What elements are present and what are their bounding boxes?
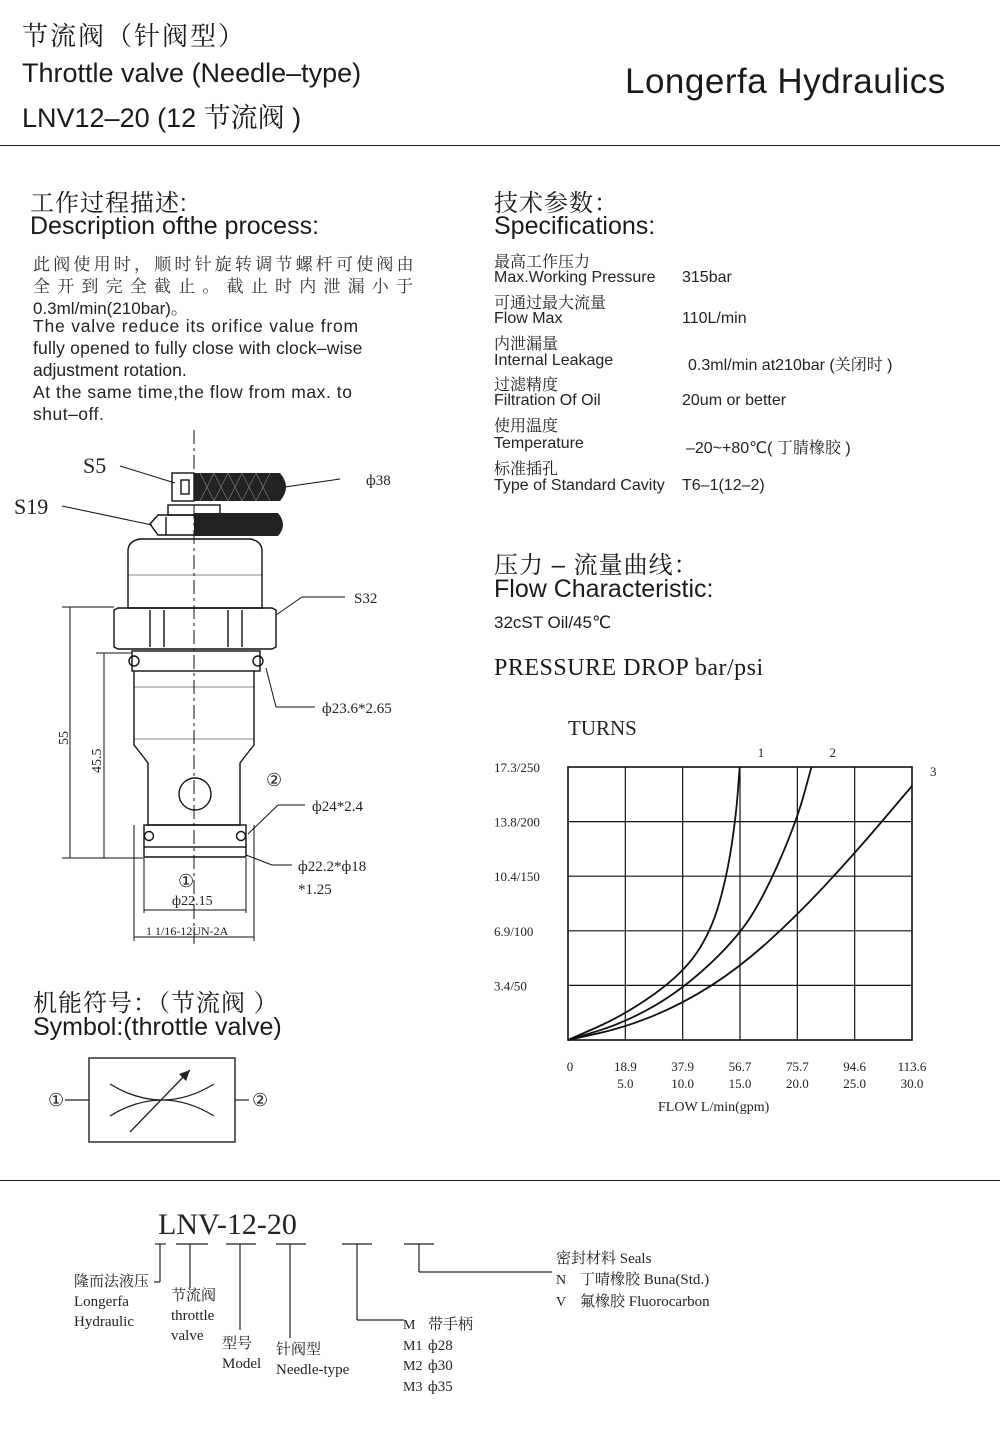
label-port1: ① (178, 871, 195, 891)
title-cn: 节流阀（针阀型） (22, 21, 247, 51)
spec-value: 0.3ml/min at210bar (关闭时 ) (688, 357, 893, 374)
spec-label-en: Max.Working Pressure (494, 269, 656, 286)
handle-code: M2 (403, 1359, 423, 1374)
description-line: The valve reduce its orifice value from (33, 316, 359, 336)
x-tick-label-lpm: 18.9 (613, 1059, 637, 1074)
x-tick-label-lpm: 113.6 (897, 1059, 927, 1074)
handle-code: M1 (403, 1339, 423, 1354)
description-line: At the same time,the flow from max. to (33, 382, 353, 402)
order-model-cn: 型号 (222, 1336, 253, 1352)
throttle-symbol (40, 1050, 290, 1150)
chart-series (568, 745, 937, 1040)
order-brand-cn: 隆而法液压 (74, 1274, 150, 1290)
description-heading-cn: 工作过程描述: (30, 190, 188, 217)
y-tick-label: 3.4/50 (494, 978, 527, 994)
spec-label-en: Temperature (494, 435, 584, 452)
label-seal2: ф24*2.4 (312, 799, 363, 815)
handle-code: M (403, 1318, 416, 1333)
symbol-heading-en: Symbol:(throttle valve) (33, 1013, 282, 1041)
flow-heading-cn: 压力 – 流量曲线： (494, 552, 699, 579)
x-tick-label-gpm: 15.0 (728, 1076, 752, 1091)
seal-desc: 丁晴橡胶 Buna(Std.) (580, 1272, 710, 1288)
title-en: Throttle valve (Needle–type) (22, 58, 362, 88)
y-tick-label: 17.3/250 (494, 760, 540, 775)
symbol-heading-cn: 机能符号：（节流阀 ） (33, 990, 279, 1017)
label-dim55: 55 (57, 731, 72, 745)
description-heading-en: Description ofthe process: (30, 212, 320, 240)
valve-body (128, 539, 262, 608)
seal-code: V (556, 1295, 567, 1310)
flow-heading-en: Flow Characteristic: (494, 575, 714, 603)
label-s19: S19 (14, 494, 49, 519)
flow-chart (480, 705, 980, 1125)
curve-label: 1 (757, 745, 765, 760)
order-model-en: Model (222, 1356, 262, 1372)
order-brand-en2: Hydraulic (74, 1314, 134, 1330)
handle-code: M3 (403, 1380, 423, 1395)
description-line: 全开到完全截止。截止时内泄漏小于 (33, 277, 421, 296)
label-seal1: ф23.6*2.65 (322, 701, 392, 717)
seal-options (556, 1271, 710, 1310)
y-tick-label: 6.9/100 (494, 923, 534, 939)
side-port (179, 778, 211, 810)
description-line: adjustment rotation. (33, 360, 187, 380)
flow-curve-turn-1 (568, 767, 740, 1040)
symbol-port1: ① (48, 1090, 65, 1110)
o-ring (253, 656, 263, 666)
handle-desc: ф35 (428, 1379, 453, 1395)
order-brand-en1: Longerfa (74, 1294, 129, 1310)
seal-desc: 氟橡胶 Fluorocarbon (580, 1294, 710, 1310)
label-diameter: ф22.15 (172, 894, 213, 909)
handle-desc: ф28 (428, 1338, 453, 1354)
spec-label-cn: 标准插孔 (494, 461, 559, 478)
spec-value: –20~+80℃( 丁腈橡胶 ) (686, 440, 851, 457)
label-thread: 1 1/16-12UN-2A (146, 924, 229, 938)
spec-label-cn: 最高工作压力 (494, 254, 591, 271)
ordering-code-diagram (0, 1190, 1000, 1420)
order-code: LNV-12-20 (158, 1208, 297, 1241)
description-line: fully opened to fully close with clock–wise (33, 338, 363, 358)
turns-label: TURNS (568, 716, 637, 740)
x-tick-label-lpm: 37.9 (671, 1059, 695, 1074)
spec-label-en: Flow Max (494, 310, 563, 327)
x-axis-label: FLOW L/min(gpm) (658, 1100, 770, 1115)
pressure-drop-title: PRESSURE DROP bar/psi (494, 655, 764, 681)
spec-value: 315bar (682, 269, 732, 286)
order-needle-en: Needle-type (276, 1362, 350, 1378)
handle-options (403, 1316, 473, 1395)
spec-label-en: Internal Leakage (494, 352, 614, 369)
chart-y-ticks (494, 760, 540, 993)
label-seal3b: *1.25 (298, 882, 332, 898)
header-rule (0, 145, 1000, 146)
label-seal3a: ф22.2*ф18 (298, 859, 367, 875)
spec-label-cn: 使用温度 (494, 418, 559, 435)
label-s5: S5 (83, 453, 107, 478)
spec-value: 20um or better (682, 392, 787, 409)
label-s32: S32 (354, 591, 378, 607)
x-tick-label-gpm: 25.0 (843, 1076, 867, 1091)
x-tick-label-lpm: 94.6 (843, 1059, 867, 1074)
order-type-en2: valve (171, 1328, 204, 1344)
brand-name: Longerfa Hydraulics (625, 62, 946, 101)
y-tick-label: 10.4/150 (494, 869, 540, 885)
x-tick-label-gpm: 5.0 (617, 1076, 634, 1091)
spec-label-en: Filtration Of Oil (494, 392, 601, 409)
x-tick-label-lpm: 56.7 (728, 1059, 752, 1074)
spec-heading-cn: 技术参数： (494, 190, 619, 217)
y-tick-label: 13.8/200 (494, 814, 540, 830)
curve-label: 2 (829, 745, 836, 760)
symbol-port2: ② (252, 1090, 269, 1110)
x-tick-label-lpm: 75.7 (785, 1059, 809, 1074)
ordering-rule (0, 1180, 1000, 1181)
spec-label-cn: 过滤精度 (494, 377, 559, 394)
oil-condition: 32cST Oil/45℃ (494, 613, 612, 632)
spec-label-cn: 可通过最大流量 (494, 295, 607, 312)
order-type-en1: throttle (171, 1308, 215, 1324)
x-tick-label-gpm: 10.0 (671, 1076, 695, 1091)
order-type-cn: 节流阀 (171, 1288, 217, 1304)
handle-desc: ф30 (428, 1358, 453, 1374)
spec-heading-en: Specifications: (494, 212, 656, 240)
label-port2: ② (266, 770, 283, 790)
order-needle-cn: 针阀型 (276, 1342, 322, 1358)
description-line: shut–off. (33, 404, 105, 424)
curve-label: 3 (930, 763, 937, 779)
model-line: LNV12–20 (12 节流阀 ) (22, 103, 302, 133)
x-tick-label-gpm: 20.0 (785, 1076, 809, 1091)
seals-title: 密封材料 Seals (556, 1251, 652, 1267)
chart-grid (568, 767, 912, 1040)
seal-code: N (556, 1273, 567, 1288)
spec-value: T6–1(12–2) (682, 477, 765, 494)
handle-desc: 带手柄 (428, 1317, 474, 1333)
chart-x-ticks (567, 1059, 927, 1091)
x-tick-label-lpm: 0 (566, 1059, 574, 1074)
label-d38: ф38 (366, 473, 391, 489)
adjust-screw (172, 473, 194, 501)
spec-label-cn: 内泄漏量 (494, 336, 559, 353)
o-ring (129, 656, 139, 666)
spec-value: 110L/min (682, 310, 747, 327)
label-dim45-5: 45.5 (90, 748, 105, 773)
valve-cross-section-drawing (0, 425, 480, 955)
body-hex (114, 608, 276, 649)
description-line: 此阀使用时，顺时针旋转调节螺杆可使阀由 (33, 255, 417, 274)
spec-label-en: Type of Standard Cavity (494, 477, 665, 494)
description-line: 0.3ml/min(210bar)。 (33, 299, 188, 318)
x-tick-label-gpm: 30.0 (900, 1076, 924, 1091)
